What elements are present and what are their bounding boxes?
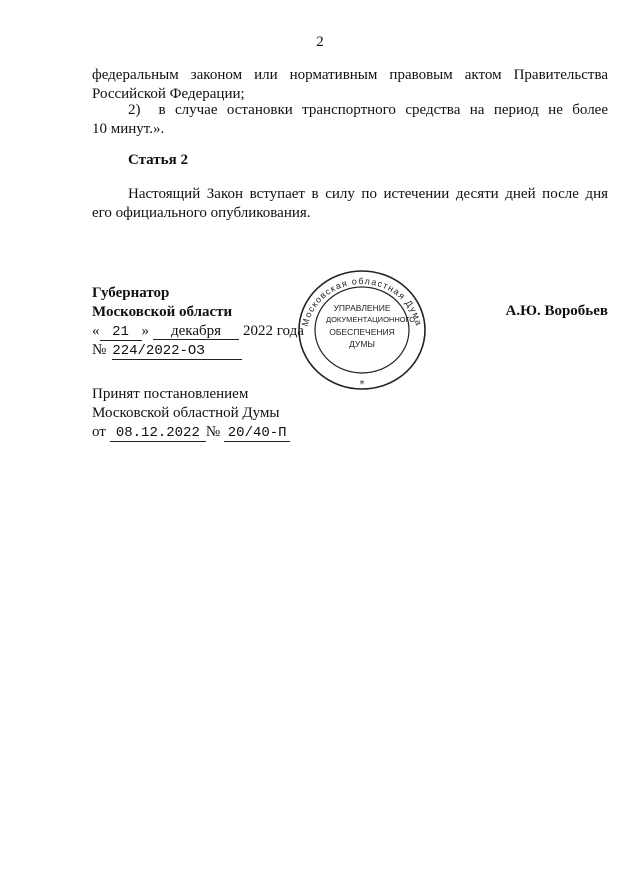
adoption-block <box>92 385 290 442</box>
governor-title-line-2: Московской области <box>92 304 233 320</box>
article-heading: Статья 2 <box>128 152 188 168</box>
adoption-line-1: Принят постановлением <box>92 386 249 402</box>
svg-text:*: * <box>359 379 365 390</box>
list-item-2-line-1 <box>92 101 608 120</box>
signature-number-sign: № <box>92 342 107 358</box>
adoption-number: 20/40-П <box>224 425 290 442</box>
signature-month: декабря <box>153 323 239 340</box>
list-item-2 <box>92 101 608 139</box>
list-item-2-line-2: 10 минут.». <box>92 121 165 137</box>
adoption-number-line <box>92 423 290 442</box>
list-item-2-number: 2) <box>128 102 141 118</box>
paragraph-line-1: федеральным законом или нормативным правовым актом Правительства <box>92 67 608 83</box>
list-item-2-text: в случае остановки транспортного средства на период не более <box>158 102 608 118</box>
governor-name: А.Ю. Воробьев <box>505 303 608 319</box>
signature-number-line <box>92 341 304 360</box>
signature-year: 2022 года <box>243 323 304 339</box>
article-line-1: Настоящий Закон вступает в силу по истечении десяти дней после дня <box>128 186 608 202</box>
article-line-2: его официального опубликования. <box>92 205 311 221</box>
adoption-date: 08.12.2022 <box>110 425 206 442</box>
adoption-number-sign: № <box>205 424 221 440</box>
paragraph-line-2: Российской Федерации; <box>92 86 245 102</box>
signature-day: 21 <box>100 324 142 341</box>
signature-number: 224/2022-ОЗ <box>112 343 242 360</box>
official-seal <box>296 268 428 392</box>
adoption-line-2: Московской областной Думы <box>92 405 280 421</box>
paragraph-continuation <box>92 66 608 104</box>
page-number: 2 <box>316 34 324 50</box>
adoption-from-label: от <box>92 424 106 440</box>
governor-title-line-1: Губернатор <box>92 285 170 301</box>
seal-ring-text: Московская областная Дума <box>299 276 425 328</box>
seal-center-text: УПРАВЛЕНИЕ ДОКУМЕНТАЦИОННОГО ОБЕСПЕЧЕНИЯ ДУМЫ <box>326 303 416 349</box>
signature-date-line: « 21 » декабря 2022 года <box>92 323 304 340</box>
article-body <box>92 185 608 223</box>
governor-signature-block <box>92 284 304 360</box>
